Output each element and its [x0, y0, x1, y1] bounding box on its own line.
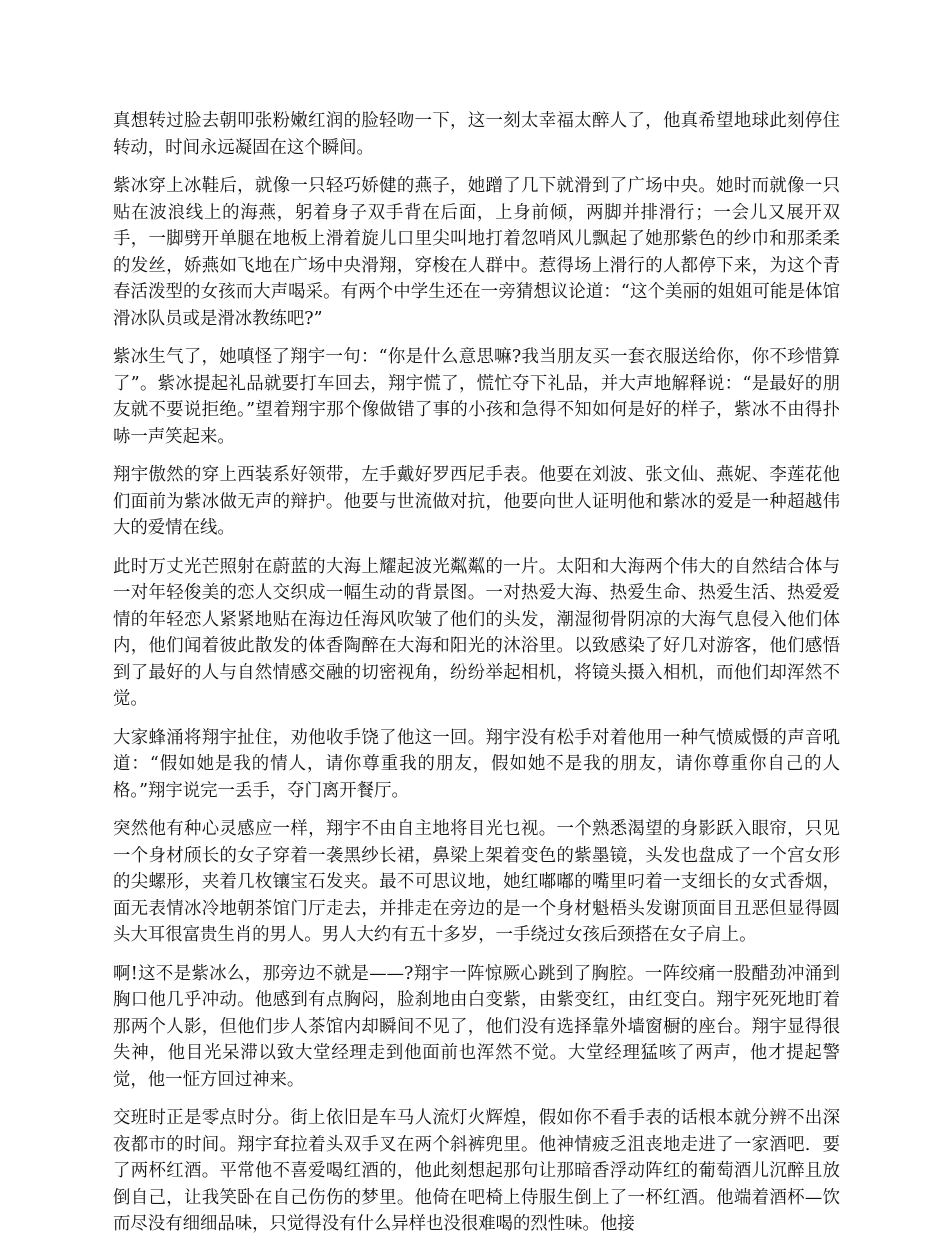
paragraph-9: 交班时正是零点时分。街上依旧是车马人流灯火辉煌，假如你不看手表的话根本就分辨不出深夜都市的时间。翔宇耷拉着头双手叉在两个斜裤兜里。他神情疲乏沮丧地走进了一家酒吧．要了两杯红酒。平常他不喜爱喝红酒的，他此刻想起那句让那暗香浮动阵红的葡萄酒儿沉醉且放倒自己，让我笑卧在自己伤伤的梦里。他倚在吧椅上侍服生倒上了一杯红酒。他端着酒杯—饮而尽没有细细品味，只觉得没有什么异样也没很难喝的烈性味。他接 — [113, 1108, 840, 1234]
paragraph-7: 突然他有种心灵感应一样，翔宇不由自主地将目光乜视。一个熟悉渴望的身影跃入眼帘，只见一个身材颀长的女子穿着一袭黑纱长裙，鼻梁上架着变色的紫墨镜，头发也盘成了一个宫女形的尖螺形，夹着几枚镶宝石发夹。最不可思议地，她红嘟嘟的嘴里叼着一支细长的女式香烟，面无表情冰冷地朝茶馆门厅走去，并排走在旁边的是一个身材魁梧头发谢顶面目丑恶但显得圆头大耳很富贵生肖的男人。男人大约有五十多岁，一手绕过女孩后颈搭在女子肩上。 — [113, 819, 840, 945]
paragraph-8: 啊!这不是紫冰么，那旁边不就是——?翔宇一阵惊厥心跳到了胸腔。一阵绞痛一股醋劲冲涌到胸口他几乎冲动。他感到有点胸闷，脸刹地由白变紫，由紫变红，由红变白。翔宇死死地盯着那两个人影，但他们步人茶馆内却瞬间不见了，他们没有选择靠外墙窗橱的座台。翔宇显得很失神，他目光呆滞以致大堂经理走到他面前也浑然不觉。大堂经理猛咳了两声，他才提起警觉，他一怔方回过神来。 — [113, 963, 840, 1090]
paragraph-6: 大家蜂涌将翔宇扯住，劝他收手饶了他这一回。翔宇没有松手对着他用一种气愤威慑的声音吼道：“假如她是我的情人，请你尊重我的朋友，假如她不是我的朋友，请你尊重你自己的人格。”翔宇说完一丢手，夺门离开餐厅。 — [113, 727, 840, 801]
paragraph-4: 翔宇傲然的穿上西装系好领带，左手戴好罗西尼手表。他要在刘波、张文仙、燕妮、李莲花他们面前为紫冰做无声的辩护。他要与世流做对抗，他要向世人证明他和紫冰的爱是一种超越伟大的爱情在线。 — [113, 465, 840, 538]
paragraph-5: 此时万丈光芒照射在蔚蓝的大海上耀起波光粼粼的一片。太阳和大海两个伟大的自然结合体与一对年轻俊美的恋人交织成一幅生动的背景图。一对热爱大海、热爱生命、热爱生活、热爱爱情的年轻恋人紧紧地贴在海边任海风吹皱了他们的头发，潮湿彻骨阴凉的大海气息侵入他们体内，他们闻着彼此散发的体香陶醉在大海和阳光的沐浴里。以致感染了好几对游客，他们感悟到了最好的人与自然情感交融的切密视角，纷纷举起相机，将镜头摄入相机，而他们却浑然不觉。 — [113, 556, 840, 709]
paragraph-1: 真想转过脸去朝叩张粉嫩红润的脸轻吻一下，这一刻太幸福太醉人了，他真希望地球此刻停住转动，时间永远凝固在这个瞬间。 — [113, 111, 840, 158]
paragraph-3: 紫冰生气了，她嗔怪了翔宇一句：“你是什么意思嘛?我当朋友买一套衣服送给你，你不珍惜算了”。紫冰提起礼品就要打车回去，翔宇慌了，慌忙夺下礼品，并大声地解释说：“是最好的朋友就不要说拒绝。”望着翔宇那个像做错了事的小孩和急得不知如何是好的样子，紫冰不由得扑哧一声笑起来。 — [113, 347, 840, 447]
paragraph-2: 紫冰穿上冰鞋后，就像一只轻巧娇健的燕子，她蹭了几下就滑到了广场中央。她时而就像一只贴在波浪线上的海燕，躬着身子双手背在后面，上身前倾，两脚并排滑行；一会儿又展开双手，一脚劈开单腿在地板上滑着旋儿口里尖叫地打着忽哨风儿飘起了她那紫色的纱巾和那柔柔的发丝，娇燕如飞地在广场中央滑翔，穿梭在人群中。惹得场上滑行的人都停下来，为这个青春活泼型的女孩而大声喝采。有两个中学生还在一旁猜想议论道：“这个美丽的姐姐可能是体馆滑冰队员或是滑冰教练吧?” — [113, 176, 840, 329]
document-page — [113, 108, 840, 1250]
